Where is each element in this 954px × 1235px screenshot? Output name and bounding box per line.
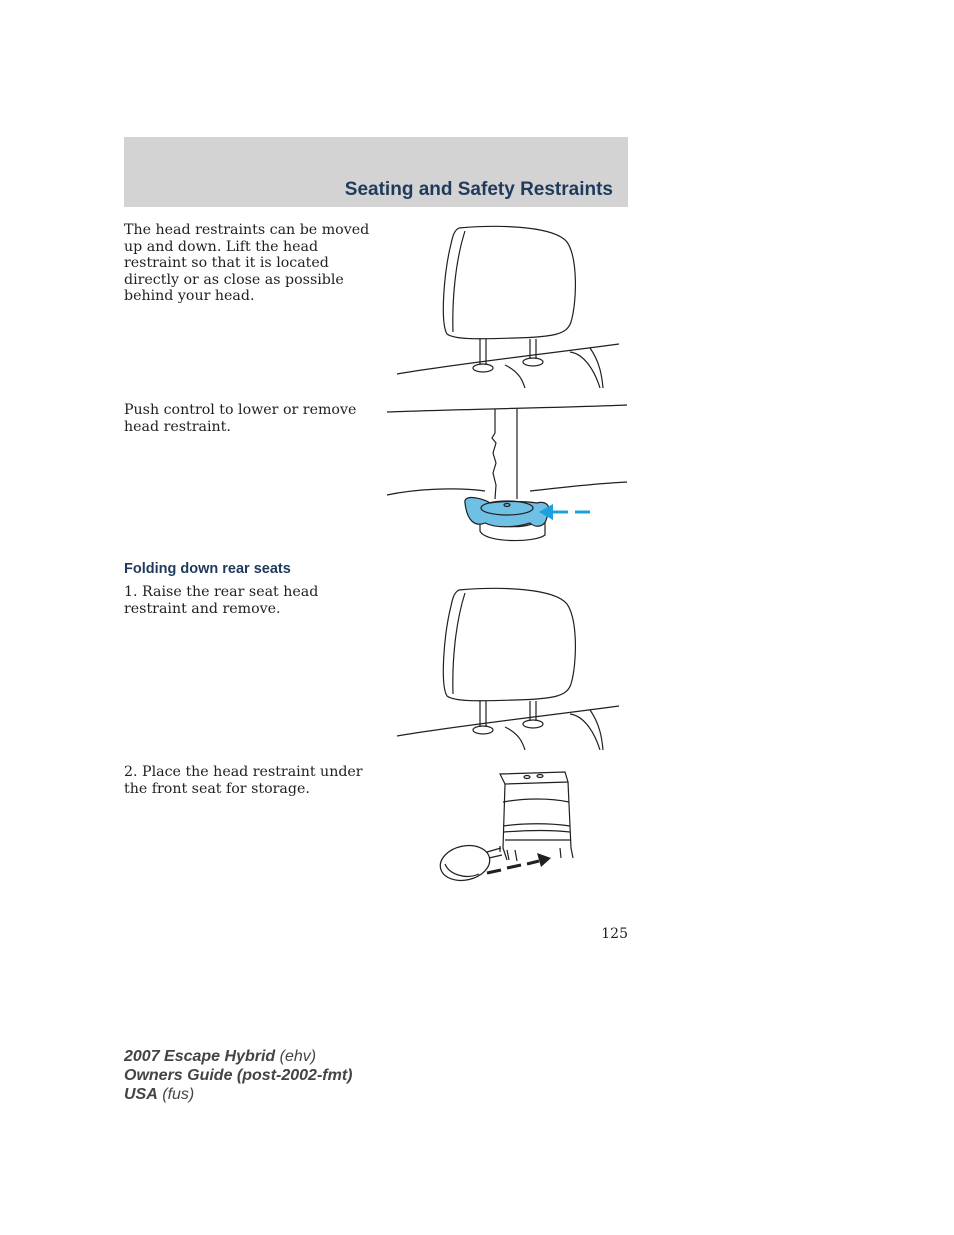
page-number: 125 [601, 926, 628, 942]
step-2-text: 2. Place the head restraint under the front seat for storage. [124, 764, 363, 797]
footer-model-code: (ehv) [279, 1048, 317, 1065]
subheading-folding-rear-seats: Folding down rear seats [124, 561, 291, 577]
footer-line-2 [124, 1066, 352, 1085]
footer [124, 1047, 352, 1104]
footer-market: USA [124, 1086, 158, 1103]
head-restraint-raised-illustration-1 [395, 222, 625, 388]
head-restraint-storage-illustration [435, 768, 585, 888]
footer-line-1 [124, 1047, 352, 1066]
footer-model: 2007 Escape Hybrid [124, 1048, 276, 1065]
footer-line-3 [124, 1085, 352, 1104]
footer-guide: Owners Guide (post-2002-fmt) [124, 1067, 353, 1084]
paragraph-push-control: Push control to lower or remove head restraint. [124, 402, 357, 435]
step-1-text: 1. Raise the rear seat head restraint and remove. [124, 584, 319, 617]
paragraph-head-restraint-adjust: The head restraints can be moved up and down. Lift the head restraint so that it is located directly or as close as possible behind your head. [124, 222, 370, 304]
head-restraint-push-control-illustration [385, 403, 630, 543]
footer-market-code: (fus) [162, 1086, 195, 1103]
header-band [124, 137, 628, 207]
head-restraint-raised-illustration-2 [395, 584, 625, 750]
section-title: Seating and Safety Restraints [344, 179, 613, 200]
